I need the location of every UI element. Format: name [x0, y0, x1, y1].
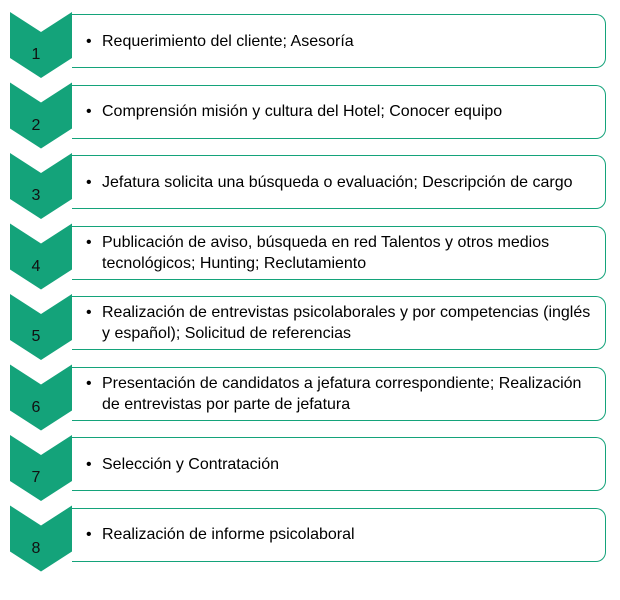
step-text: • Realización de entrevistas psicolaborales y por competencias (inglés y español); Solicitud de referencias — [102, 302, 591, 344]
chevron-step-5 — [10, 294, 72, 360]
step-box-3 — [72, 155, 606, 209]
chevron-step-8 — [10, 506, 72, 572]
step-text: • Presentación de candidatos a jefatura correspondiente; Realización de entrevistas por parte de jefatura — [102, 373, 591, 415]
step-number: 6 — [31, 398, 41, 416]
step-text: • Comprensión misión y cultura del Hotel; Conocer equipo — [102, 101, 591, 122]
step-text: • Requerimiento del cliente; Asesoría — [102, 31, 591, 52]
step-number: 2 — [31, 116, 41, 134]
step-text: • Selección y Contratación — [102, 454, 591, 475]
chevron-step-1 — [10, 12, 72, 78]
step-text: • Realización de informe psicolaboral — [102, 524, 591, 545]
step-text: • Jefatura solicita una búsqueda o evaluación; Descripción de cargo — [102, 172, 591, 193]
step-number: 1 — [31, 46, 41, 63]
chevron-step-6 — [10, 365, 72, 431]
step-number: 8 — [31, 539, 41, 557]
step-box-1 — [72, 14, 606, 68]
step-box-4 — [72, 226, 606, 280]
chevron-step-4 — [10, 224, 72, 290]
step-number: 4 — [31, 257, 41, 275]
step-box-7 — [72, 437, 606, 491]
step-number: 3 — [31, 187, 41, 204]
step-text: • Publicación de aviso, búsqueda en red Talentos y otros medios tecnológicos; Hunting; Reclutamiento — [102, 232, 591, 274]
chevron-step-2 — [10, 83, 72, 149]
step-box-8 — [72, 508, 606, 562]
chevron-step-7 — [10, 435, 72, 501]
step-number: 7 — [31, 469, 41, 486]
step-box-6 — [72, 367, 606, 421]
step-number: 5 — [31, 328, 41, 345]
step-box-2 — [72, 85, 606, 139]
chevron-step-3 — [10, 153, 72, 219]
step-box-5 — [72, 296, 606, 350]
